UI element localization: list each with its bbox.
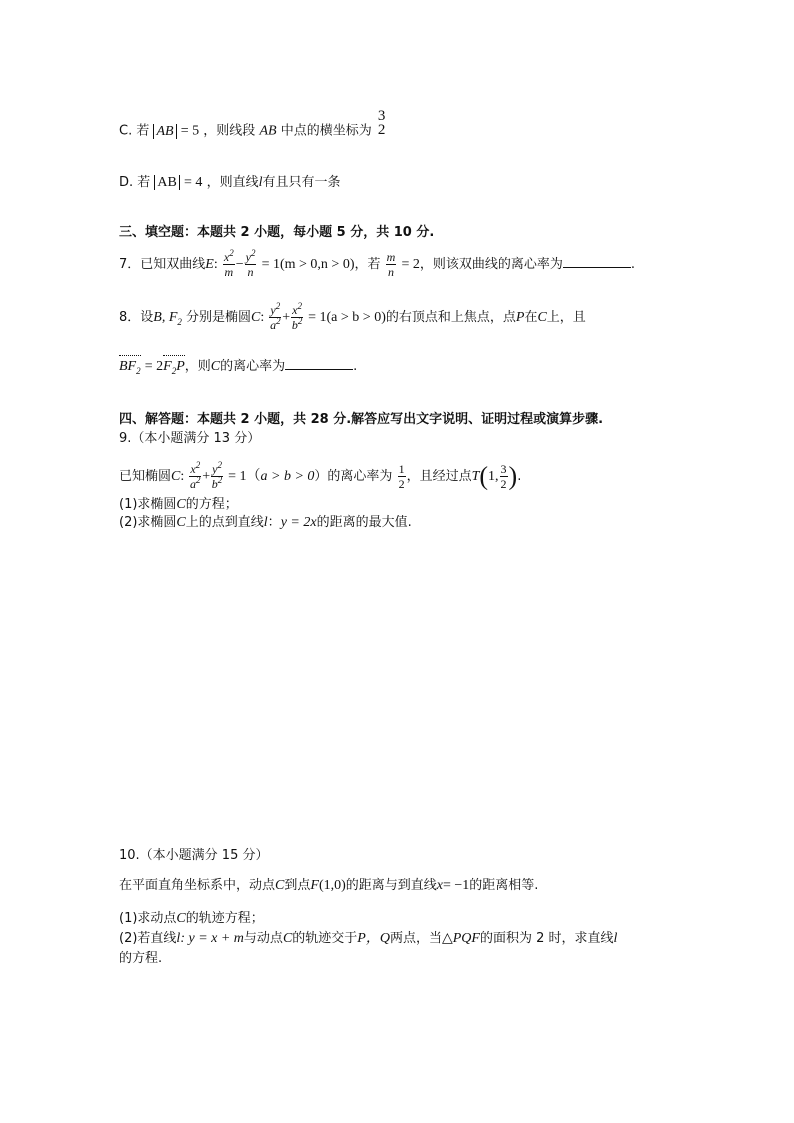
vector-bf2: $BF_2$ <box>119 359 141 376</box>
abs-ab: AB <box>153 124 176 139</box>
question-7: 7．已知双曲线E: $\frac{x^2}{m}$ − $\frac{y^2}{n}$ = 1(m > 0,n > 0)，若 $\frac{m}{n}$ = 2，则该双曲线的离心率为 . <box>119 248 636 279</box>
question-8-cont: $BF_2 = 2F_2P$，则C的离心率为 . <box>119 359 358 376</box>
question-10-part2-cont: 的方程. <box>119 951 163 966</box>
question-8: 8．设B, $F_2$ 分别是椭圆C: $\frac{y^2}{a^2}$ + $\frac{x^2}{b^2}$ = 1(a > b > 0)的右顶点和上焦点，点P在C上，且 <box>119 301 586 332</box>
option-d: D. 若 AB = 4 ，则直线l有且只有一条 <box>119 175 341 190</box>
section-3-heading: 三、填空题：本题共 2 小题，每小题 5 分，共 10 分. <box>119 225 435 240</box>
question-9-title: 9.（本小题满分 13 分） <box>119 431 261 446</box>
question-10-part1: (1)求动点C的轨迹方程； <box>119 911 264 926</box>
vector-f2p: $F_2P$ <box>163 359 185 376</box>
question-9-part1: (1)求椭圆C的方程； <box>119 497 238 512</box>
answer-blank-8 <box>285 357 353 370</box>
answer-blank-7 <box>563 255 631 268</box>
question-9-part2: (2)求椭圆C上的点到直线l：y = 2x的距离的最大值. <box>119 515 412 530</box>
question-10-title: 10.（本小题满分 15 分） <box>119 848 269 863</box>
option-c: C. 若 AB = 5 ，则线段 AB 中点的横坐标为 3 2 <box>119 108 386 139</box>
fraction-3-2: 3 2 <box>377 108 386 138</box>
section-4-heading: 四、解答题：本题共 2 小题，共 28 分.解答应写出文字说明、证明过程或演算步骤. <box>119 412 604 427</box>
question-10-stem: 在平面直角坐标系中，动点C到点F(1,0)的距离与到直线x= −1的距离相等. <box>119 878 539 893</box>
question-9-stem: 已知椭圆C: $\frac{x^2}{a^2}$ + $\frac{y^2}{b^2}$ = 1（a > b > 0）的离心率为 $\frac{1}{2}$ ，且经过点T(1, $\frac{3}{2}$ ). <box>119 460 522 491</box>
question-10-part2: (2)若直线l: y = x + m与动点C的轨迹交于P，Q两点，当△PQF的面积为 2 时，求直线l <box>119 931 618 946</box>
